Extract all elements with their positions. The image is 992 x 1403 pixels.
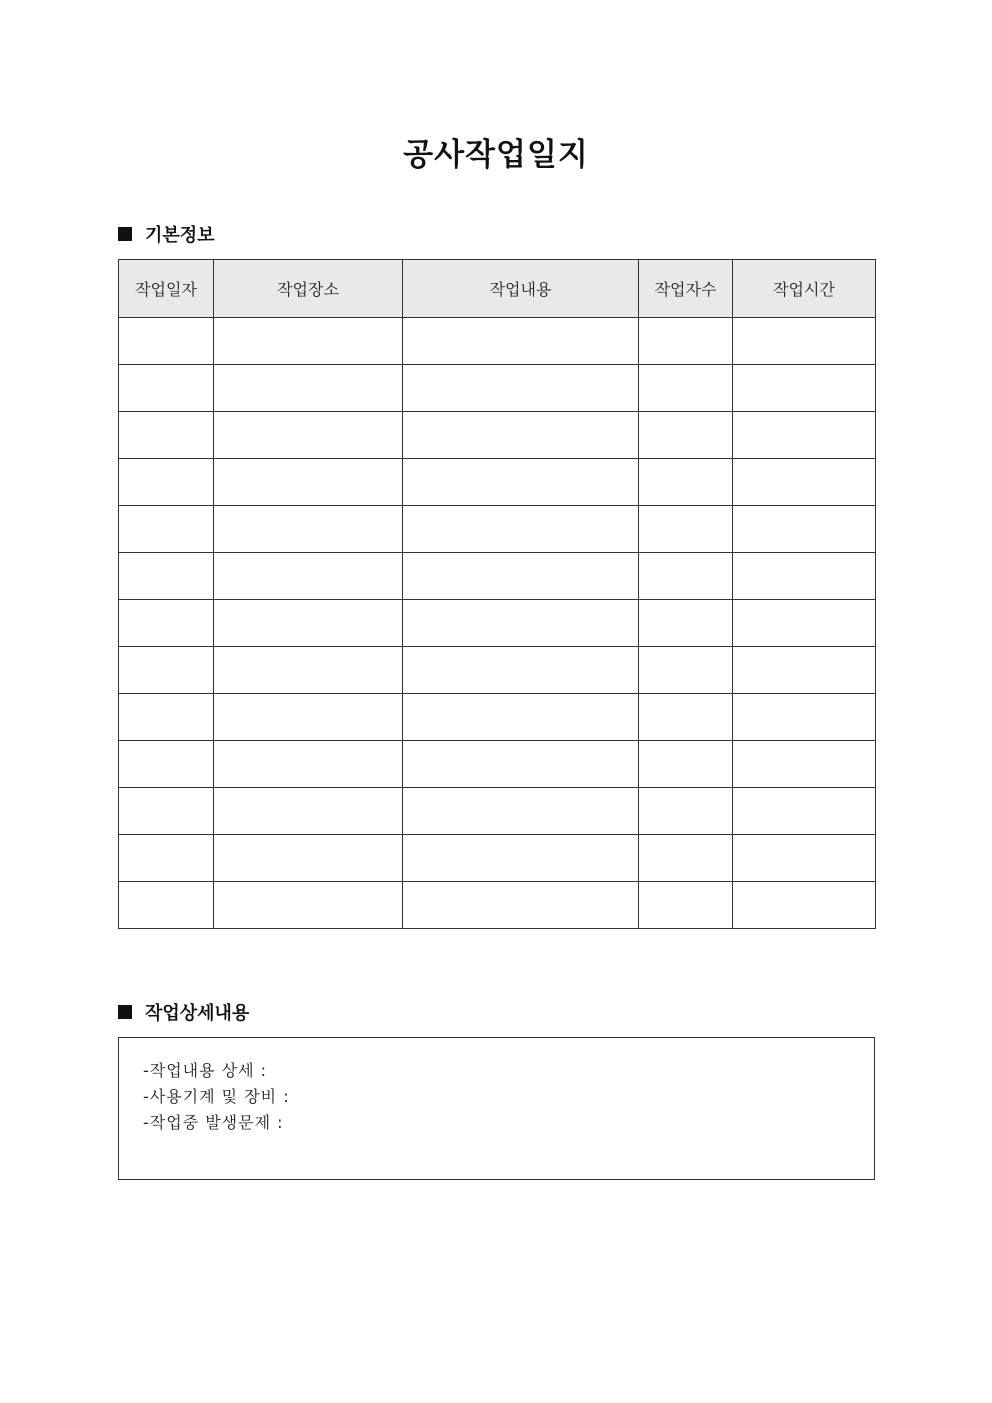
- cell-worker-count[interactable]: [639, 835, 733, 882]
- cell-work-hours[interactable]: [733, 318, 876, 365]
- cell-work-location[interactable]: [214, 600, 403, 647]
- cell-work-date[interactable]: [119, 600, 214, 647]
- cell-work-date[interactable]: [119, 506, 214, 553]
- cell-work-date[interactable]: [119, 882, 214, 929]
- cell-work-date[interactable]: [119, 412, 214, 459]
- cell-worker-count[interactable]: [639, 788, 733, 835]
- cell-work-content[interactable]: [403, 600, 639, 647]
- work-detail-box[interactable]: [118, 1037, 875, 1180]
- cell-work-content[interactable]: [403, 506, 639, 553]
- cell-work-location[interactable]: [214, 788, 403, 835]
- cell-worker-count[interactable]: [639, 882, 733, 929]
- cell-work-hours[interactable]: [733, 365, 876, 412]
- cell-worker-count[interactable]: [639, 506, 733, 553]
- cell-work-content[interactable]: [403, 318, 639, 365]
- cell-work-hours[interactable]: [733, 506, 876, 553]
- cell-work-location[interactable]: [214, 365, 403, 412]
- column-header-work-date: 작업일자: [119, 260, 214, 318]
- cell-work-hours[interactable]: [733, 741, 876, 788]
- cell-work-hours[interactable]: [733, 459, 876, 506]
- cell-work-date[interactable]: [119, 741, 214, 788]
- table-row: [119, 365, 876, 412]
- cell-work-hours[interactable]: [733, 788, 876, 835]
- document-title: 공사작업일지: [403, 137, 589, 173]
- column-header-worker-count: 작업자수: [639, 260, 733, 318]
- cell-work-content[interactable]: [403, 835, 639, 882]
- cell-work-content[interactable]: [403, 459, 639, 506]
- cell-work-location[interactable]: [214, 741, 403, 788]
- cell-work-date[interactable]: [119, 835, 214, 882]
- cell-work-location[interactable]: [214, 694, 403, 741]
- cell-work-content[interactable]: [403, 553, 639, 600]
- cell-work-content[interactable]: [403, 882, 639, 929]
- section-heading-basic-info: [118, 221, 215, 247]
- cell-work-content[interactable]: [403, 694, 639, 741]
- section-heading-label: 기본정보: [145, 225, 215, 246]
- cell-work-location[interactable]: [214, 835, 403, 882]
- cell-work-date[interactable]: [119, 788, 214, 835]
- section-heading-label: 작업상세내용: [145, 1003, 250, 1024]
- table-body: [119, 318, 876, 929]
- table-row: [119, 506, 876, 553]
- cell-work-content[interactable]: [403, 365, 639, 412]
- cell-worker-count[interactable]: [639, 600, 733, 647]
- cell-worker-count[interactable]: [639, 412, 733, 459]
- table-row: [119, 600, 876, 647]
- table-row: [119, 741, 876, 788]
- cell-worker-count[interactable]: [639, 365, 733, 412]
- cell-work-date[interactable]: [119, 459, 214, 506]
- table-row: [119, 647, 876, 694]
- cell-worker-count[interactable]: [639, 647, 733, 694]
- detail-line-equipment: -사용기계 및 장비 :: [143, 1087, 290, 1106]
- column-header-work-location: 작업장소: [214, 260, 403, 318]
- cell-work-content[interactable]: [403, 412, 639, 459]
- table-row: [119, 788, 876, 835]
- black-square-icon: [118, 227, 132, 241]
- column-header-work-hours: 작업시간: [733, 260, 876, 318]
- cell-work-date[interactable]: [119, 365, 214, 412]
- table-row: [119, 459, 876, 506]
- cell-work-content[interactable]: [403, 647, 639, 694]
- cell-worker-count[interactable]: [639, 459, 733, 506]
- cell-work-date[interactable]: [119, 694, 214, 741]
- section-heading-work-detail: [118, 999, 249, 1025]
- column-header-work-content: 작업내용: [403, 260, 639, 318]
- cell-work-location[interactable]: [214, 506, 403, 553]
- cell-work-date[interactable]: [119, 318, 214, 365]
- cell-work-hours[interactable]: [733, 553, 876, 600]
- cell-work-location[interactable]: [214, 882, 403, 929]
- cell-work-hours[interactable]: [733, 600, 876, 647]
- cell-work-location[interactable]: [214, 459, 403, 506]
- cell-work-content[interactable]: [403, 788, 639, 835]
- table-row: [119, 412, 876, 459]
- cell-work-hours[interactable]: [733, 882, 876, 929]
- table-row: [119, 835, 876, 882]
- cell-work-location[interactable]: [214, 318, 403, 365]
- table-row: [119, 553, 876, 600]
- work-detail-lines: [143, 1058, 290, 1136]
- cell-work-location[interactable]: [214, 553, 403, 600]
- table-header-row: [119, 260, 876, 318]
- detail-line-work-content: -작업내용 상세 :: [143, 1061, 268, 1080]
- black-square-icon: [118, 1005, 132, 1019]
- cell-work-date[interactable]: [119, 553, 214, 600]
- cell-worker-count[interactable]: [639, 318, 733, 365]
- cell-work-hours[interactable]: [733, 647, 876, 694]
- cell-worker-count[interactable]: [639, 741, 733, 788]
- cell-work-hours[interactable]: [733, 694, 876, 741]
- table-row: [119, 882, 876, 929]
- cell-work-content[interactable]: [403, 741, 639, 788]
- cell-work-hours[interactable]: [733, 835, 876, 882]
- detail-line-issues: -작업중 발생문제 :: [143, 1113, 284, 1132]
- cell-work-location[interactable]: [214, 412, 403, 459]
- cell-worker-count[interactable]: [639, 553, 733, 600]
- table-row: [119, 318, 876, 365]
- table-row: [119, 694, 876, 741]
- cell-worker-count[interactable]: [639, 694, 733, 741]
- cell-work-hours[interactable]: [733, 412, 876, 459]
- cell-work-date[interactable]: [119, 647, 214, 694]
- work-log-table: [118, 259, 876, 929]
- cell-work-location[interactable]: [214, 647, 403, 694]
